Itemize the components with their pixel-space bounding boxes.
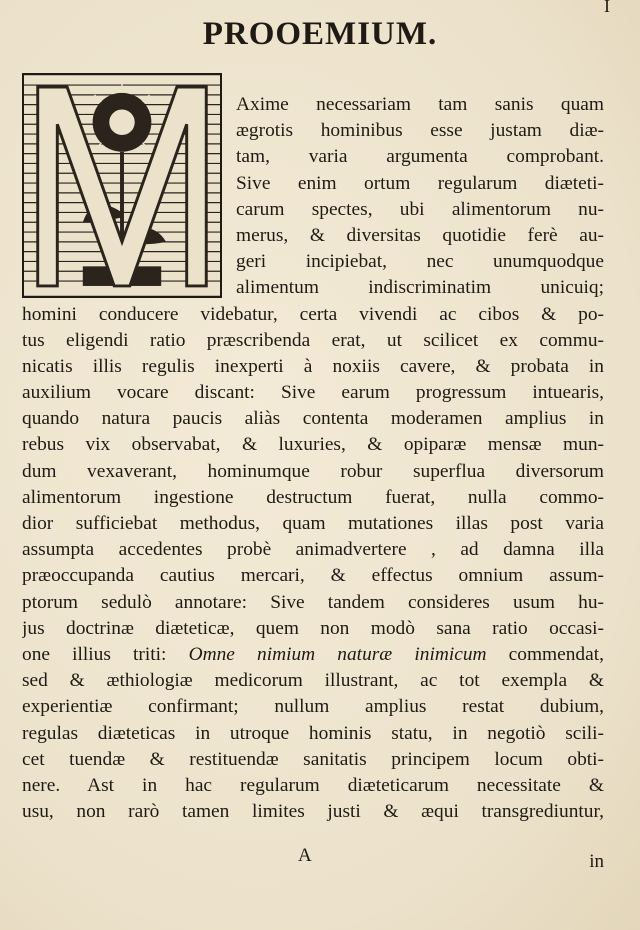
text-line: ægrotis hominibus esse justam diæ- bbox=[236, 120, 604, 142]
text-line: alimentorum ingestione destructum fuerat, nulla commo- bbox=[22, 486, 604, 508]
text-line: merus, & diversitas quotidie ferè au- bbox=[236, 224, 604, 246]
text-line: experientiæ confirmant; nullum amplius restat dubium, bbox=[22, 696, 604, 718]
italic-quote: Omne nimium naturæ inimicum bbox=[188, 643, 487, 665]
text-line: ptorum sedulò annotare: Sive tandem consideres usum hu- bbox=[22, 591, 604, 613]
text-line: nere. Ast in hac regularum diæteticarum necessitate & bbox=[22, 774, 604, 796]
text-line: quando natura paucis aliàs contenta moderamen amplius in bbox=[22, 408, 604, 430]
text-line: Axime necessariam tam sanis quam bbox=[236, 94, 604, 115]
text-segment: one illius triti: bbox=[22, 643, 167, 665]
page-footer bbox=[0, 845, 640, 875]
signature-mark: A bbox=[298, 845, 312, 866]
text-line: alimentum indiscriminatim unicuiq; bbox=[236, 277, 604, 299]
text-line: Sive enim ortum regularum diæteti- bbox=[236, 172, 604, 194]
text-line: præoccupanda cautius mercari, & effectus omnium assum- bbox=[22, 565, 604, 587]
text-line: carum spectes, ubi alimentorum nu- bbox=[236, 198, 604, 220]
text-line: tam, varia argumenta comprobant. bbox=[236, 146, 604, 168]
text-line: dior sufficiebat methodus, quam mutationes illas post varia bbox=[22, 513, 604, 534]
body-text bbox=[22, 92, 604, 825]
text-line: rebus vix observabat, & luxuries, & opiparæ mensæ mun- bbox=[22, 434, 604, 456]
text-line: dum vexaverant, hominumque robur superflua diversorum bbox=[22, 460, 604, 482]
text-line: usu, non rarò tamen limites justi & æqui transgrediuntur, bbox=[22, 801, 604, 823]
text-line: nicatis illis regulis inexperti à noxiis cavere, & probata in bbox=[22, 355, 604, 377]
text-line bbox=[22, 642, 604, 668]
catchword: in bbox=[589, 851, 604, 872]
text-line: regulas diæteticas in utroque hominis statu, in negotiò scili- bbox=[22, 722, 604, 744]
text-line: cet tuendæ & restituendæ sanitatis principem locum obti- bbox=[22, 748, 604, 770]
text-line: auxilium vocare discant: Sive earum progressum intuearis, bbox=[22, 382, 604, 404]
text-line: homini conducere videbatur, certa vivendi ac cibos & po- bbox=[22, 303, 604, 325]
text-line: geri incipiebat, nec unumquodque bbox=[236, 251, 604, 273]
text-line: tus eligendi ratio præscribenda erat, ut scilicet ex commu- bbox=[22, 329, 604, 351]
text-segment: commendat, bbox=[508, 643, 604, 665]
text-line: sed & æthiologiæ medicorum illustrant, ac tot exempla & bbox=[22, 670, 604, 692]
text-line: jus doctrinæ diæteticæ, quem non modò sana ratio occasi- bbox=[22, 617, 604, 639]
text-line: assumpta accedentes probè animadvertere , ad damna illa bbox=[22, 539, 604, 561]
page-title: PROOEMIUM. bbox=[202, 16, 438, 52]
page-number: I bbox=[604, 0, 610, 16]
